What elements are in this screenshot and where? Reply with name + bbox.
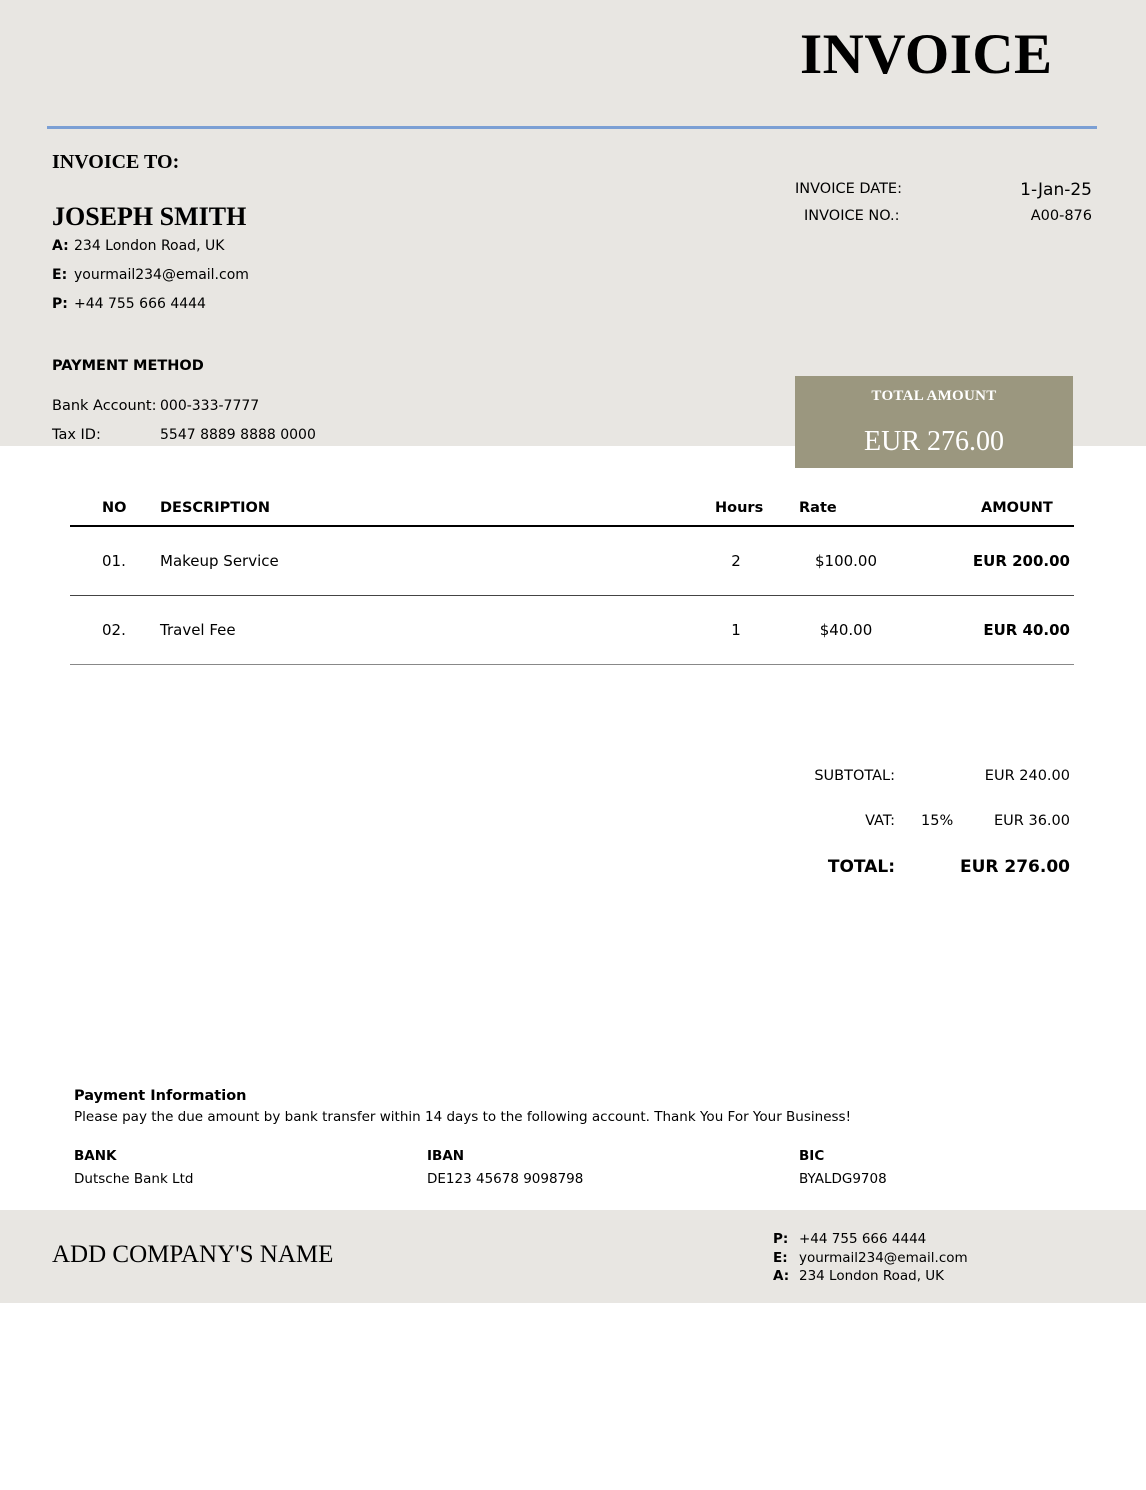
- total-amount-label: TOTAL AMOUNT: [871, 388, 997, 404]
- iban-heading: IBAN: [427, 1148, 465, 1164]
- footer-address-row: [773, 1268, 944, 1284]
- row-divider: [70, 664, 1074, 665]
- total-label: TOTAL:: [827, 857, 895, 877]
- bic-heading: BIC: [799, 1148, 825, 1164]
- column-header-no: NO: [102, 500, 127, 516]
- invoice-number-label: INVOICE NO.:: [804, 208, 900, 224]
- client-address-row: [52, 238, 224, 254]
- column-header-rate: Rate: [799, 500, 837, 516]
- row-divider: [70, 595, 1074, 596]
- footer-email: yourmail234@email.com: [799, 1250, 968, 1266]
- row-number: 01.: [102, 552, 126, 570]
- footer-address: 234 London Road, UK: [799, 1268, 945, 1284]
- table-header-divider: [70, 525, 1074, 527]
- footer-phone-label: P:: [773, 1231, 789, 1247]
- company-name: ADD COMPANY'S NAME: [52, 1241, 334, 1268]
- client-email: yourmail234@email.com: [74, 267, 249, 283]
- payment-method-heading: PAYMENT METHOD: [52, 358, 204, 374]
- row-amount: EUR 40.00: [983, 621, 1070, 639]
- bank-heading: BANK: [74, 1148, 117, 1164]
- footer-phone-row: [773, 1231, 926, 1247]
- invoice-date-label: INVOICE DATE:: [795, 181, 902, 197]
- footer-email-row: [773, 1250, 968, 1266]
- total-amount-box: [795, 376, 1073, 468]
- document-title: INVOICE: [800, 23, 1053, 86]
- column-header-hours: Hours: [715, 500, 764, 516]
- header-divider: [47, 126, 1097, 129]
- total-value: EUR 276.00: [959, 857, 1070, 877]
- vat-value: EUR 36.00: [994, 813, 1070, 829]
- client-name: JOSEPH SMITH: [52, 202, 247, 231]
- vat-label: VAT:: [865, 813, 895, 829]
- row-number: 02.: [102, 621, 126, 639]
- footer-email-label: E:: [773, 1250, 788, 1266]
- row-hours: 2: [731, 552, 741, 570]
- invoice-number-value: A00-876: [1030, 208, 1092, 224]
- payment-info-heading: Payment Information: [74, 1088, 247, 1104]
- address-label: A:: [52, 238, 69, 254]
- row-hours: 1: [731, 621, 741, 639]
- footer-address-label: A:: [773, 1268, 790, 1284]
- payment-info-text: Please pay the due amount by bank transfer within 14 days to the following account. Thank You For Your Business!: [74, 1109, 851, 1125]
- table-row: [0, 530, 1146, 596]
- client-phone: +44 755 666 4444: [74, 296, 206, 312]
- bank-account-value: 000-333-7777: [160, 398, 260, 414]
- bic-value: BYALDG9708: [799, 1171, 887, 1187]
- row-rate: $100.00: [814, 552, 878, 570]
- tax-id-value: 5547 8889 8888 0000: [160, 427, 316, 443]
- vat-rate: 15%: [921, 813, 954, 829]
- row-rate: $40.00: [819, 621, 873, 639]
- tax-id-label: Tax ID:: [52, 427, 101, 443]
- row-description: Makeup Service: [160, 552, 279, 570]
- table-row: [0, 599, 1146, 665]
- invoice-to-heading: INVOICE TO:: [52, 151, 180, 173]
- email-label: E:: [52, 267, 68, 283]
- row-amount: EUR 200.00: [972, 552, 1070, 570]
- subtotal-label: SUBTOTAL:: [814, 768, 895, 784]
- footer-phone: +44 755 666 4444: [799, 1231, 927, 1247]
- client-phone-row: [52, 296, 206, 312]
- client-email-row: [52, 267, 249, 283]
- column-header-description: DESCRIPTION: [160, 500, 270, 516]
- phone-label: P:: [52, 296, 68, 312]
- column-header-amount: AMOUNT: [981, 500, 1053, 516]
- client-address: 234 London Road, UK: [74, 238, 225, 254]
- subtotal-value: EUR 240.00: [984, 768, 1070, 784]
- bank-account-label: Bank Account:: [52, 398, 157, 414]
- iban-value: DE123 45678 9098798: [427, 1171, 584, 1187]
- total-amount-value: EUR 276.00: [864, 426, 1004, 457]
- row-description: Travel Fee: [160, 621, 236, 639]
- invoice-date-value: 1-Jan-25: [1020, 180, 1092, 200]
- bank-name: Dutsche Bank Ltd: [74, 1171, 194, 1187]
